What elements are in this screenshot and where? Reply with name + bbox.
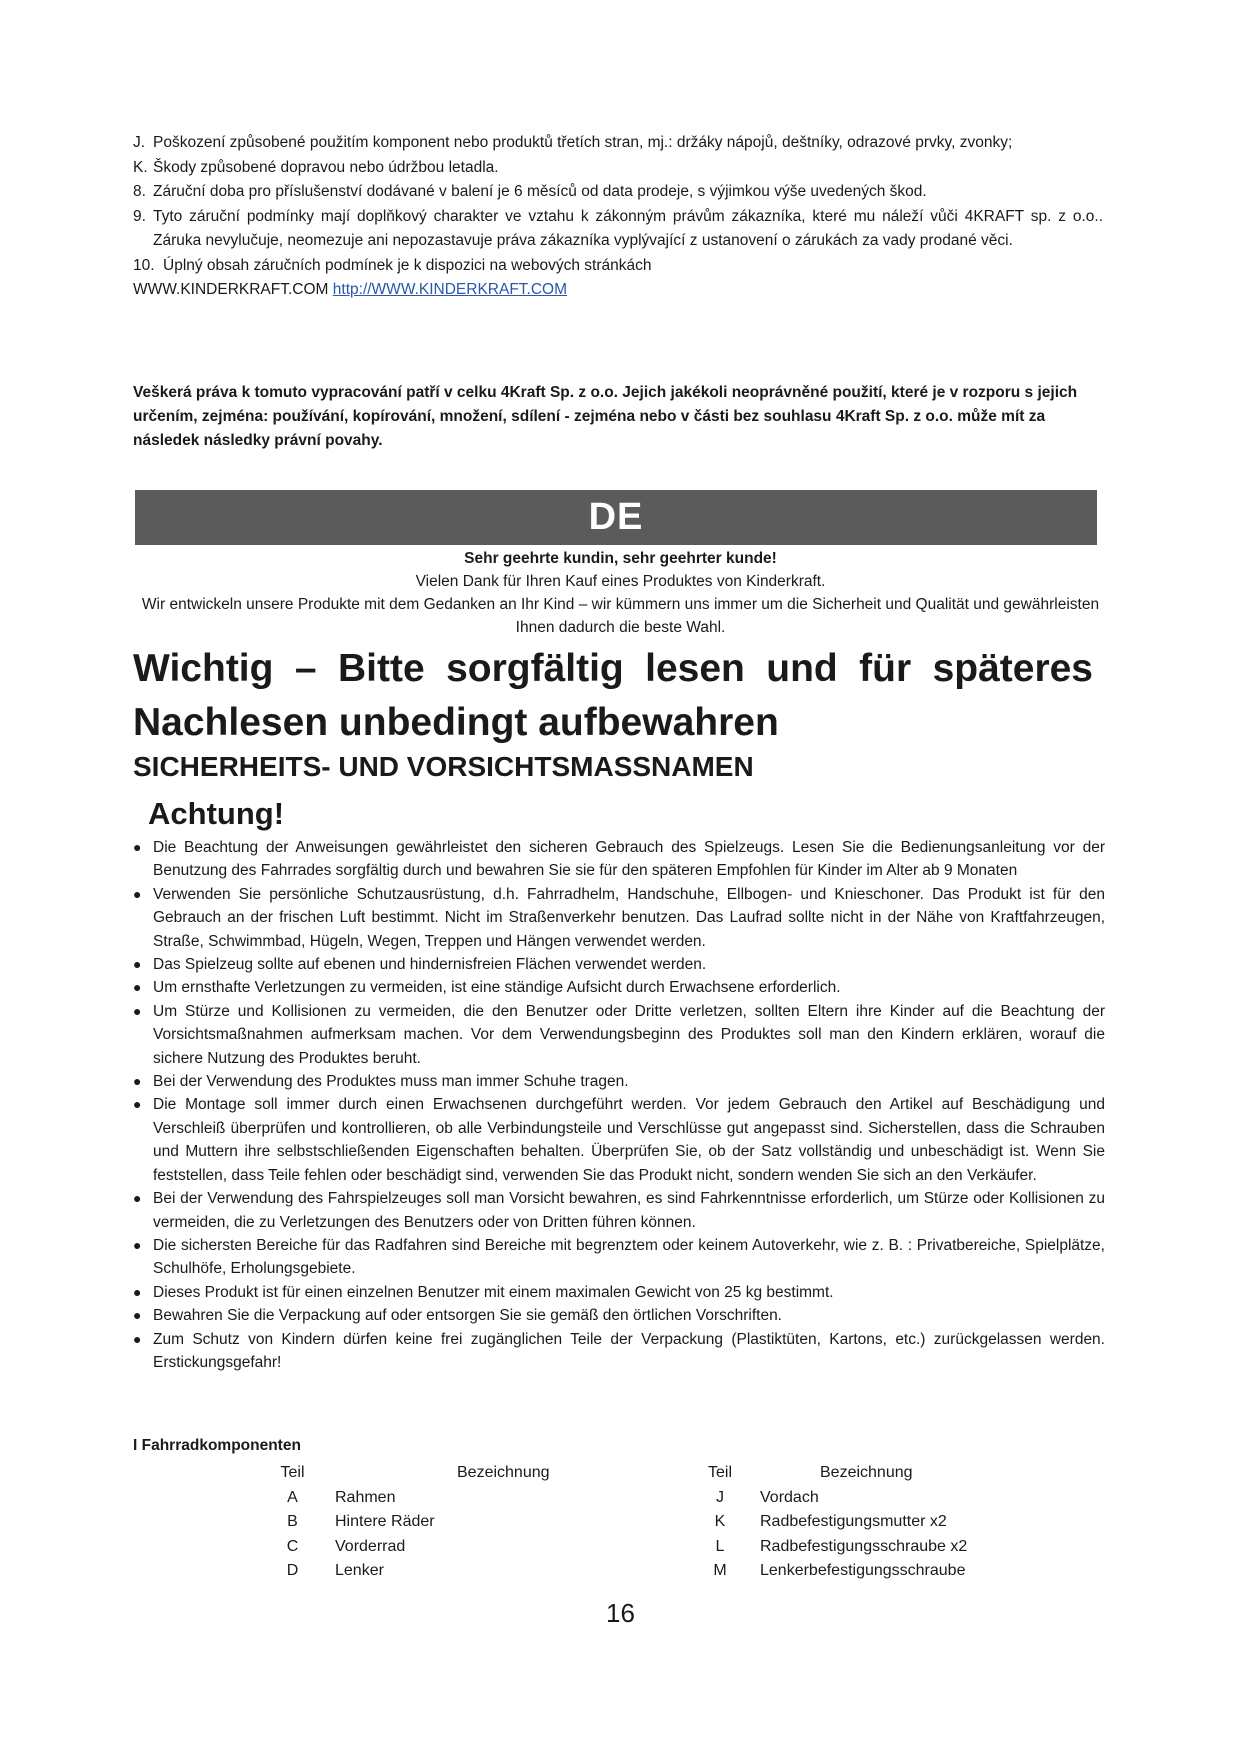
list-text: Škody způsobené dopravou nebo údržbou letadla. — [153, 158, 499, 176]
list-item — [133, 953, 1105, 976]
bullet-icon: ● — [133, 1096, 142, 1113]
list-marker: 9. — [133, 207, 146, 225]
bullet-icon: ● — [133, 979, 142, 996]
part-id: C — [286, 1537, 299, 1555]
language-code: DE — [588, 496, 644, 538]
part-name: Rahmen — [335, 1488, 396, 1506]
part-id: D — [286, 1562, 299, 1579]
safety-heading: SICHERHEITS- UND VORSICHTSMASSNAMEN — [133, 751, 754, 782]
list-text: Um Stürze und Kollisionen zu vermeiden, die den Benutzer oder Dritte verletzen, sollten Eltern ihre Kinder auf die Beachtung der Vorsichtsmaßnahmen aufmerksam machen. Vor dem Verwendungsbeginn des Produktes soll man den Kindern erklären, worauf die sichere Nutzung des Produktes beruht. — [153, 1002, 1105, 1067]
bullet-icon: ● — [133, 839, 142, 855]
heading-word: Wichtig — [133, 647, 274, 690]
list-item — [133, 1281, 1105, 1304]
list-text: Záruční doba pro příslušenství dodávané v balení je 6 měsíců od data prodeje, s výjimkou výše uvedených škod. — [153, 183, 927, 200]
website-link[interactable]: http://WWW.KINDERKRAFT.COM — [332, 281, 568, 298]
bullet-icon: ● — [133, 1190, 142, 1207]
col-header-name: Bezeichnung — [457, 1464, 550, 1481]
list-item — [133, 254, 1103, 279]
salutation: Sehr geehrte kundin, sehr geehrter kunde! — [464, 550, 777, 567]
intro-line: Wir entwickeln unsere Produkte mit dem Gedanken an Ihr Kind – wir kümmern uns immer um die Sicherheit und Qualität und gewährleisten Ihnen dadurch die beste Wahl. — [141, 596, 1100, 636]
list-item — [133, 1070, 1105, 1093]
table-row — [255, 1535, 550, 1560]
attention-heading: Achtung! — [148, 796, 285, 831]
list-marker: 8. — [133, 183, 146, 200]
list-item — [133, 1234, 1105, 1281]
list-text: Das Spielzeug sollte auf ebenen und hindernisfreien Flächen verwendet werden. — [153, 956, 707, 974]
heading-word: späteres — [932, 647, 1093, 690]
col-header-name: Bezeichnung — [820, 1464, 913, 1481]
important-heading — [133, 642, 1093, 750]
list-item — [133, 1328, 1105, 1375]
list-text: Bei der Verwendung des Produktes muss man immer Schuhe tragen. — [153, 1073, 629, 1091]
list-text: Tyto záruční podmínky mají doplňkový charakter ve vztahu k zákonným právům zákazníka, které mu náleží vůči 4KRAFT sp. z o.o.. Záruka nevylučuje, neomezuje ani nepozastavuje práva zákazníka vyplývající z ustanovení o zárukách za vady prodané věci. — [153, 207, 1103, 249]
table-header-row — [690, 1461, 967, 1486]
bullet-icon: ● — [133, 1073, 142, 1090]
table-row — [255, 1510, 550, 1535]
heading-word: sorgfältig — [446, 647, 624, 690]
bullet-icon: ● — [133, 885, 142, 902]
table-row — [690, 1559, 967, 1584]
website-text: WWW.KINDERKRAFT.COM — [133, 281, 329, 298]
part-name: Radbefestigungsschraube x2 — [760, 1537, 968, 1555]
list-text: Die Montage soll immer durch einen Erwachsenen durchgeführt werden. Vor jedem Gebrauch den Artikel auf Beschädigung und Verschleiß überprüfen und kontrollieren, ob alle Verbindungsteile und Verschlüsse gut angepasst sind. Sicherstellen, dass die Schrauben und Muttern ihre selbstschließenden Eigenschaften behalten. Überprüfen Sie, ob der Satz vollständig und unbeschädigt ist. Wenn Sie feststellen, dass Teile fehlen oder beschädigt sind, verwenden Sie das Produkt nicht, sondern wenden Sie sich an den Verkäufer. — [153, 1096, 1105, 1184]
list-item — [133, 976, 1105, 999]
bullet-icon: ● — [133, 1330, 142, 1347]
table-row — [255, 1559, 550, 1584]
part-name: Vorderrad — [335, 1537, 406, 1555]
table-row — [690, 1510, 967, 1535]
heading-word: für — [859, 647, 912, 690]
list-item — [133, 180, 1103, 205]
table-row — [255, 1486, 550, 1511]
heading-word: und — [766, 647, 838, 690]
list-item — [133, 156, 1103, 181]
list-text: Poškození způsobené použitím komponent nebo produktů třetích stran, mj.: držáky nápojů, deštníky, odrazové prvky, zvonky; — [153, 134, 1013, 151]
list-item — [133, 205, 1103, 254]
list-item — [133, 131, 1103, 156]
bullet-icon: ● — [133, 1307, 142, 1324]
website-line — [133, 278, 1103, 303]
list-text: Die sichersten Bereiche für das Radfahren sind Bereiche mit begrenztem oder keinem Autoverkehr, wie z. B. : Privatbereiche, Spielplätze, Schulhöfe, Erholungsgebiete. — [153, 1236, 1105, 1278]
list-text: Die Beachtung der Anweisungen gewährleistet den sicheren Gebrauch des Spielzeugs. Lesen Sie die Bedienungsanleitung vor der Benutzung des Fahrrades sorgfältig durch und bewahren Sie sie für den späteren Empfohlen für Kinder im Alter ab 9 Monaten — [153, 839, 1105, 880]
page-number: 16 — [606, 1598, 635, 1628]
part-name: Vordach — [760, 1488, 819, 1506]
language-section-bar — [135, 490, 1097, 545]
heading-word: lesen — [645, 647, 745, 690]
list-item — [133, 836, 1105, 883]
important-heading-line1 — [133, 642, 1093, 696]
table-row — [690, 1486, 967, 1511]
list-item — [133, 1000, 1105, 1070]
part-name: Lenkerbefestigungsschraube — [760, 1562, 966, 1579]
parts-table-right — [690, 1461, 967, 1584]
parts-title: I Fahrradkomponenten — [133, 1437, 301, 1454]
list-item — [133, 1187, 1105, 1234]
list-item — [133, 1304, 1105, 1327]
list-text: Bewahren Sie die Verpackung auf oder entsorgen Sie sie gemäß den örtlichen Vorschriften. — [153, 1307, 782, 1325]
greeting-block — [133, 547, 1108, 639]
part-id: J — [716, 1488, 724, 1506]
list-text: Úplný obsah záručních podmínek je k dispozici na webových stránkách — [163, 256, 652, 274]
list-marker: 10. — [133, 256, 155, 274]
bullet-icon: ● — [133, 956, 142, 973]
parts-table-left — [255, 1461, 550, 1584]
part-id: A — [287, 1488, 298, 1506]
list-text: Zum Schutz von Kindern dürfen keine frei zugänglichen Teile der Verpackung (Plastiktüten, Kartons, etc.) zurückgelassen werden. Erstickungsgefahr! — [153, 1330, 1105, 1371]
list-text: Verwenden Sie persönliche Schutzausrüstung, d.h. Fahrradhelm, Handschuhe, Ellbogen- und Knieschoner. Das Produkt ist für den Gebrauch an der frischen Luft bestimmt. Nicht im Straßenverkehr benutzen. Das Laufrad sollte nicht in der Nähe von Kraftfahrzeugen, Straße, Schwimmbad, Hügeln, Wegen, Treppen und Hängen verwendet werden. — [153, 885, 1105, 950]
table-row — [690, 1535, 967, 1560]
list-text: Um ernsthafte Verletzungen zu vermeiden, ist eine ständige Aufsicht durch Erwachsene erforderlich. — [153, 979, 841, 997]
rights-notice: Veškerá práva k tomuto vypracování patří v celku 4Kraft Sp. z o.o. Jejich jakékoli neoprávněné použití, které je v rozporu s jejich určením, zejména: používání, kopírování, množení, sdílení - zejména nebo v části bez souhlasu 4Kraft Sp. z o.o. může mít za následek následky právní povahy. — [133, 384, 1078, 449]
important-heading-line2: Nachlesen unbedingt aufbewahren — [133, 701, 779, 744]
list-item — [133, 1093, 1105, 1187]
list-marker: J. — [133, 134, 146, 151]
heading-word: Bitte — [337, 647, 425, 690]
col-header-part: Teil — [707, 1464, 732, 1481]
part-id: K — [714, 1513, 726, 1530]
list-item — [133, 883, 1105, 953]
part-id: L — [715, 1537, 725, 1555]
bullet-icon: ● — [133, 1283, 142, 1300]
bullet-icon: ● — [133, 1236, 142, 1253]
part-name: Hintere Räder — [335, 1513, 435, 1530]
part-name: Lenker — [335, 1562, 384, 1579]
czech-warranty-list — [133, 131, 1103, 303]
list-text: Dieses Produkt ist für einen einzelnen Benutzer mit einem maximalen Gewicht von 25 kg bestimmt. — [153, 1283, 834, 1301]
thank-you-line: Vielen Dank für Ihren Kauf eines Produktes von Kinderkraft. — [415, 573, 826, 590]
table-header-row — [255, 1461, 550, 1486]
safety-list — [133, 836, 1105, 1374]
part-id: M — [713, 1562, 727, 1579]
part-name: Radbefestigungsmutter x2 — [760, 1513, 947, 1530]
list-text: Bei der Verwendung des Fahrspielzeuges soll man Vorsicht bewahren, es sind Fahrkenntnisse erforderlich, um Stürze oder Kollisionen zu vermeiden, die zu Verletzungen des Benutzers oder von Dritten führen können. — [153, 1190, 1105, 1231]
heading-word: – — [294, 647, 317, 690]
list-marker: K. — [133, 158, 148, 176]
part-id: B — [287, 1513, 298, 1530]
bullet-icon: ● — [133, 1002, 142, 1019]
col-header-part: Teil — [280, 1464, 305, 1481]
